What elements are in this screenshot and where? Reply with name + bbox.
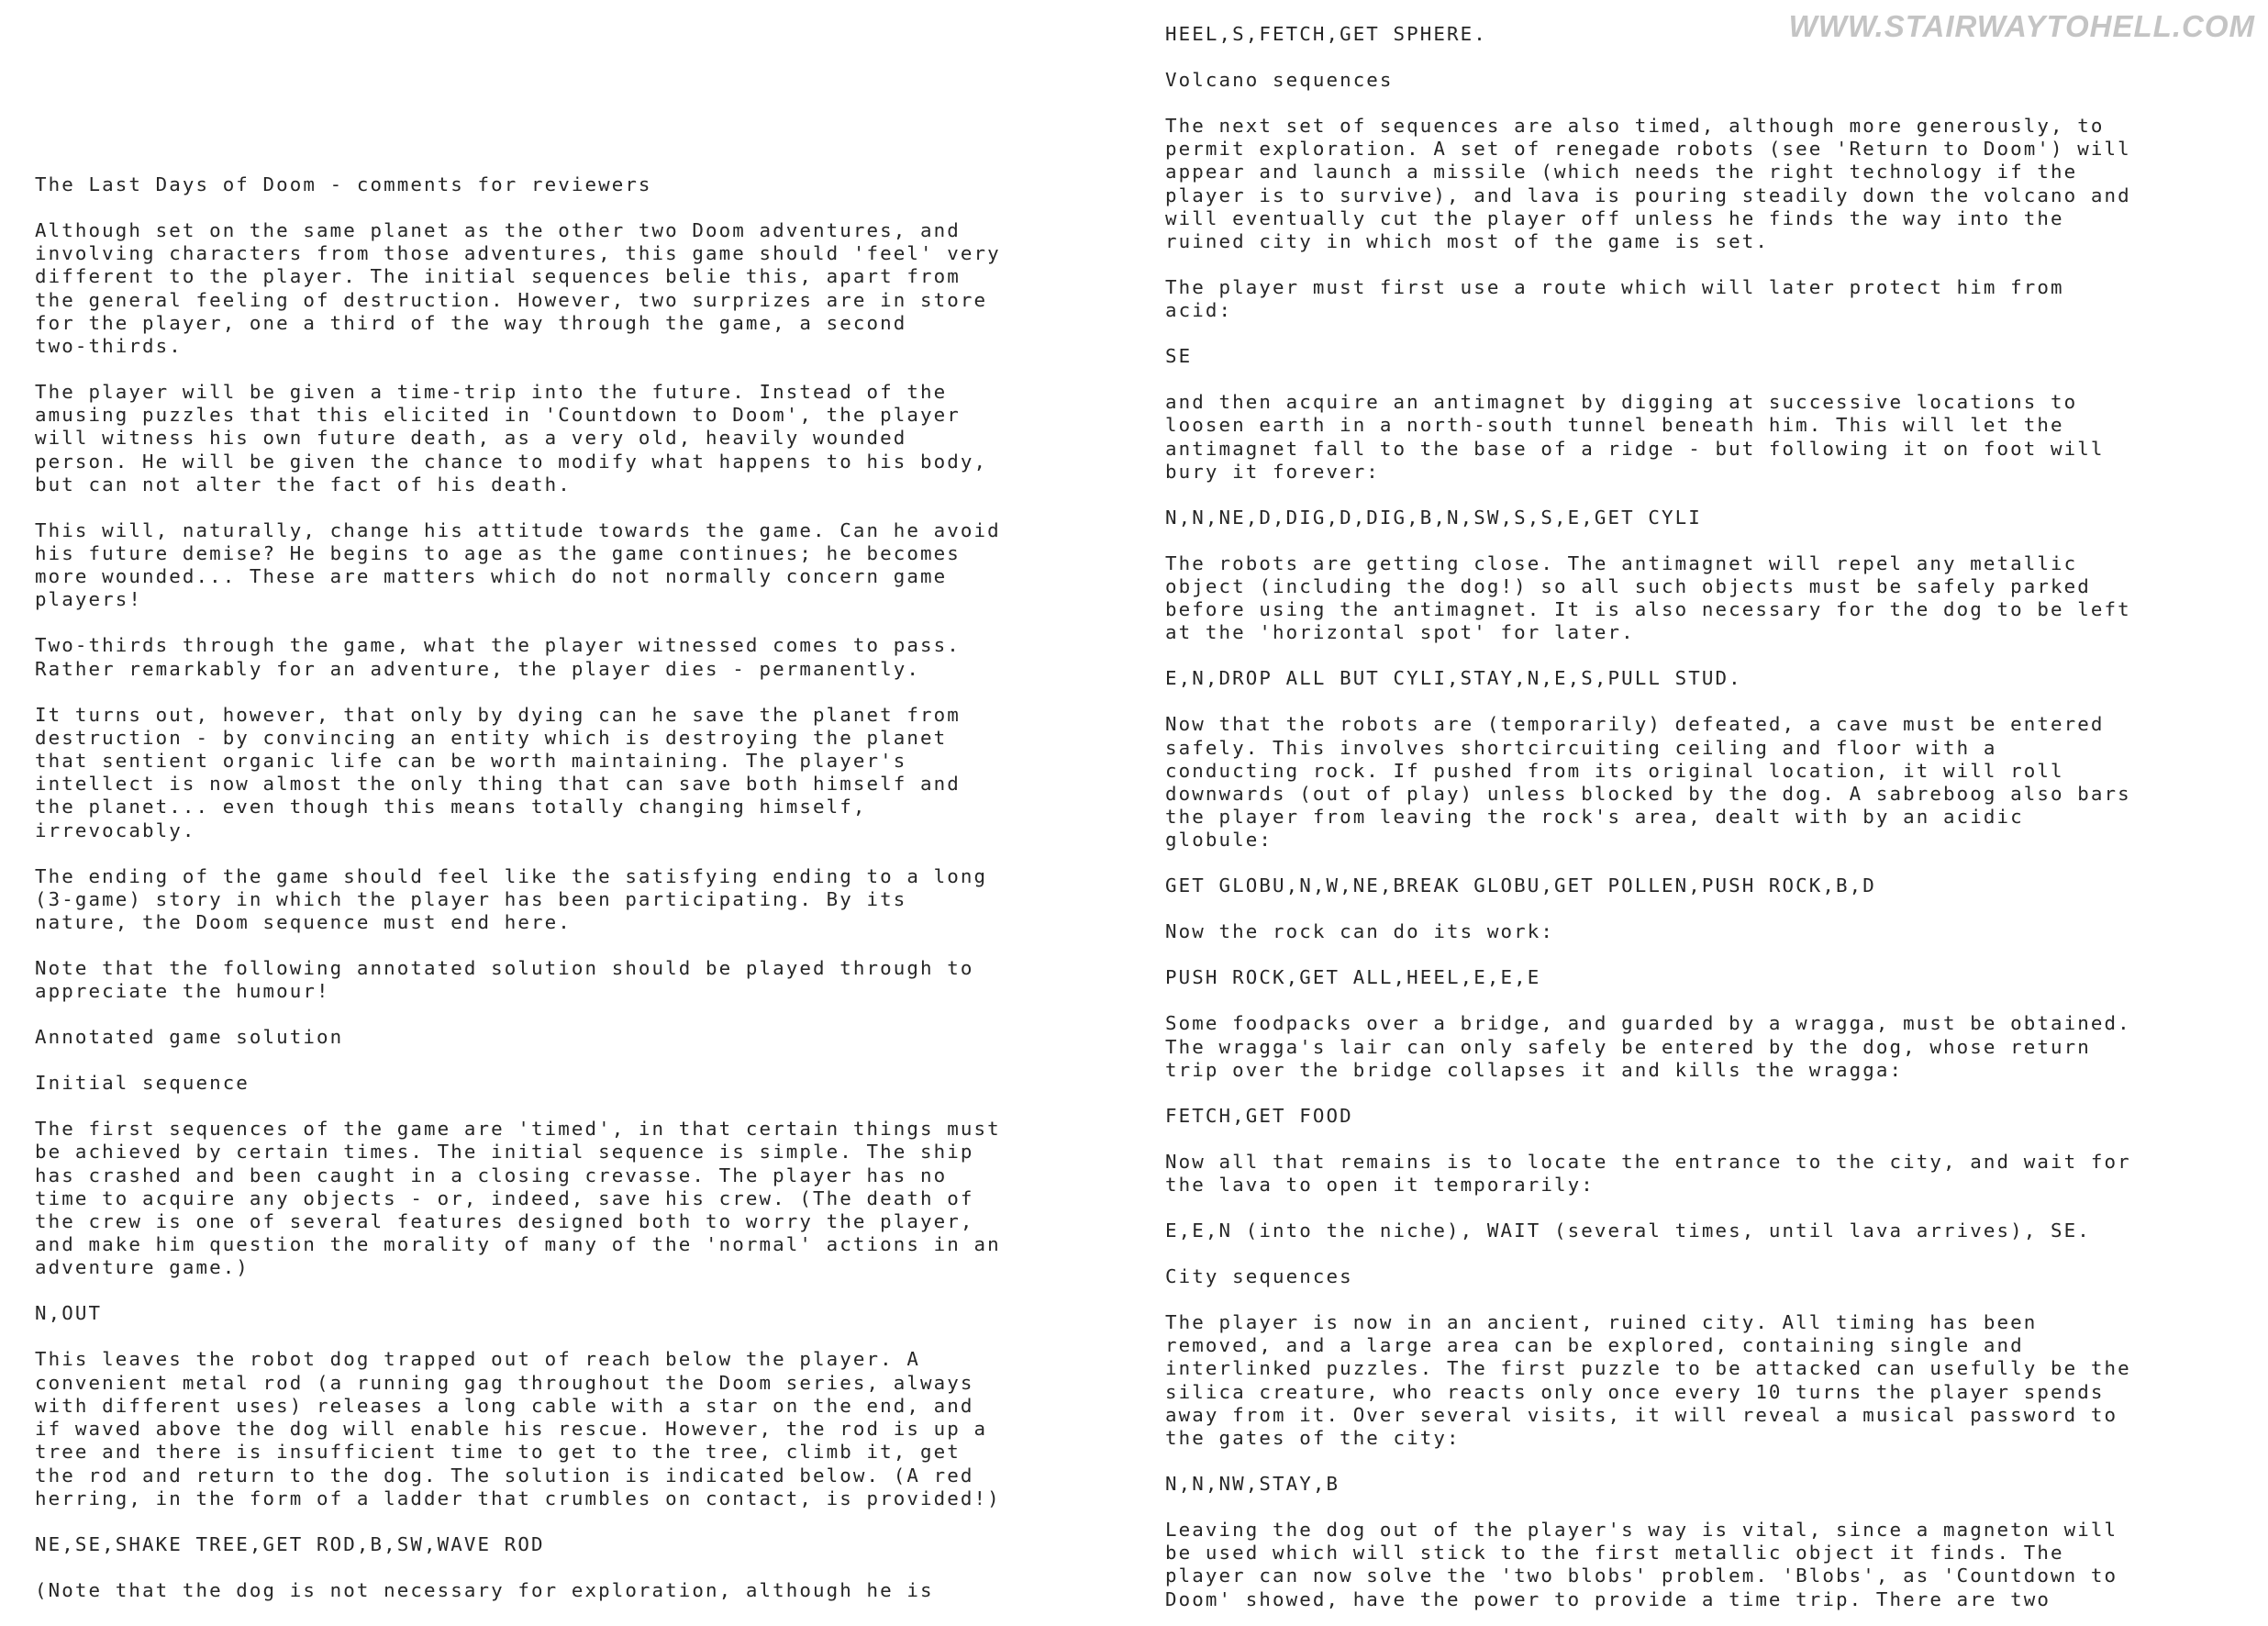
paragraph: Note that the following annotated solution should be played through to appreciate the humour! <box>35 957 974 1003</box>
command-sequence: N,OUT <box>35 1302 103 1325</box>
section-heading: Initial sequence <box>35 1072 250 1095</box>
paragraph: This will, naturally, change his attitude towards the game. Can he avoid his future demise? He begins to age as the game continues; he becomes more wounded... These are matters which do not normally concern game players! <box>35 518 1001 611</box>
paragraph: The robots are getting close. The antimagnet will repel any metallic object (including the dog!) so all such objects must be safely parked before using the antimagnet. It is also necessary for the dog to be left at the 'horizontal spot' for later. <box>1165 551 2131 644</box>
paragraph: It turns out, however, that only by dying can he save the planet from destruction - by convincing an entity which is destroying the planet that sentient organic life can be worth maintaining. The player's intellect is now almost the only thing that can save both himself and the planet... even though this means totally changing himself, irrevocably. <box>35 703 961 841</box>
command-sequence: NE,SE,SHAKE TREE,GET ROD,B,SW,WAVE ROD <box>35 1532 545 1555</box>
paragraph: The next set of sequences are also timed, although more generously, to permit exploration. A set of renegade robots (see 'Return to Doom') will appear and launch a missile (which needs the right technology if the player is to survive), and lava is pouring steadily down the volcano and will eventually cut the player off unless he finds the way into the ruined city in which most of the game is set. <box>1165 115 2131 253</box>
document-title: The Last Days of Doom - comments for reviewers <box>35 173 652 195</box>
paragraph: Some foodpacks over a bridge, and guarded by a wragga, must be obtained. The wragga's lair can only safely be entered by the dog, whose return trip over the bridge collapses it and kills the wragga: <box>1165 1012 2131 1081</box>
paragraph: The player is now in an ancient, ruined city. All timing has been removed, and a large area can be explored, containing single and interlinked puzzles. The first puzzle to be attacked can usefully be the silica creature, who reacts only once every 10 turns the player spends away from it. Over several visits, it will reveal a musical password to the gates of the city: <box>1165 1311 2131 1450</box>
section-heading: City sequences <box>1165 1265 1353 1288</box>
paragraph: Now all that remains is to locate the entrance to the city, and wait for the lava to open it temporarily: <box>1165 1150 2131 1197</box>
paragraph: The ending of the game should feel like the satisfying ending to a long (3-game) story in which the player has been participating. By its nature, the Doom sequence must end here. <box>35 864 988 934</box>
paragraph: (Note that the dog is not necessary for exploration, although he is <box>35 1578 934 1601</box>
site-watermark: WWW.STAIRWAYTOHELL.COM <box>1788 9 2255 43</box>
command-sequence: N,N,NW,STAY,B <box>1165 1473 1340 1496</box>
command-sequence: HEEL,S,FETCH,GET SPHERE. <box>1165 23 1487 45</box>
command-sequence: PUSH ROCK,GET ALL,HEEL,E,E,E <box>1165 966 1541 989</box>
command-sequence: E,N,DROP ALL BUT CYLI,STAY,N,E,S,PULL STUD. <box>1165 667 1742 690</box>
command-sequence: FETCH,GET FOOD <box>1165 1104 1353 1127</box>
section-heading: Volcano sequences <box>1165 69 1394 91</box>
paragraph: The player will be given a time-trip into the future. Instead of the amusing puzzles that this elicited in 'Countdown to Doom', the player will witness his own future death, as a very old, heavily wounded person. He will be given the chance to modify what happens to his body, but can not alter the fact of his death. <box>35 381 988 496</box>
section-heading: Annotated game solution <box>35 1026 344 1049</box>
paragraph: The first sequences of the game are 'timed', in that certain things must be achieved by certain times. The initial sequence is simple. The ship has crashed and been caught in a closing crevasse. The player has no time to acquire any objects - or, indeed, save his crew. (The death of the crew is one of several features designed both to worry the player, and make him question the morality of many of the 'normal' actions in an adventure game.) <box>35 1118 1001 1279</box>
right-column <box>1165 23 2257 1611</box>
paragraph: and then acquire an antimagnet by digging at successive locations to loosen earth in a north-south tunnel beneath him. This will let the antimagnet fall to the base of a ridge - but following it on foot will bury it forever: <box>1165 391 2105 483</box>
paragraph: This leaves the robot dog trapped out of reach below the player. A convenient metal rod (a running gag throughout the Doom series, always with different uses) releases a long cable with a star on the end, and if waved above the dog will enable his rescue. However, the rod is up a tree and there is insufficient time to get to the tree, climb it, get the rod and return to the dog. The solution is indicated below. (A red herring, in the form of a ladder that crumbles on contact, is provided!) <box>35 1348 1001 1509</box>
paragraph: The player must first use a route which will later protect him from acid: <box>1165 276 2064 322</box>
command-sequence: E,E,N (into the niche), WAIT (several times, until lava arrives), SE. <box>1165 1220 2091 1242</box>
paragraph: Two-thirds through the game, what the player witnessed comes to pass. Rather remarkably for an adventure, the player dies - permanently. <box>35 634 961 680</box>
command-sequence: GET GLOBU,N,W,NE,BREAK GLOBU,GET POLLEN,PUSH ROCK,B,D <box>1165 874 1876 897</box>
paragraph: Leaving the dog out of the player's way is vital, since a magneton will be used which will stick to the first metallic object it finds. The player can now solve the 'two blobs' problem. 'Blobs', as 'Countdown to Doom' showed, have the power to provide a time trip. There are two <box>1165 1519 2118 1610</box>
paragraph: Now that the robots are (temporarily) defeated, a cave must be entered safely. This involves shortcircuiting ceiling and floor with a conducting rock. If pushed from its original location, it will roll downwards (out of play) unless blocked by the dog. A sabreboog also bars the player from leaving the rock's area, dealt with by an acidic globule: <box>1165 713 2131 852</box>
left-column <box>35 173 1117 1602</box>
paragraph: Although set on the same planet as the other two Doom adventures, and involving characters from those adventures, this game should 'feel' very different to the player. The initial sequences belie this, apart from the general feeling of destruction. However, two surprizes are in store for the player, one a third of the way through the game, a second two-thirds. <box>35 219 1001 358</box>
paragraph: Now the rock can do its work: <box>1165 920 1555 943</box>
command-sequence: SE <box>1165 345 1193 368</box>
command-sequence: N,N,NE,D,DIG,D,DIG,B,N,SW,S,S,E,GET CYLI <box>1165 506 1702 529</box>
